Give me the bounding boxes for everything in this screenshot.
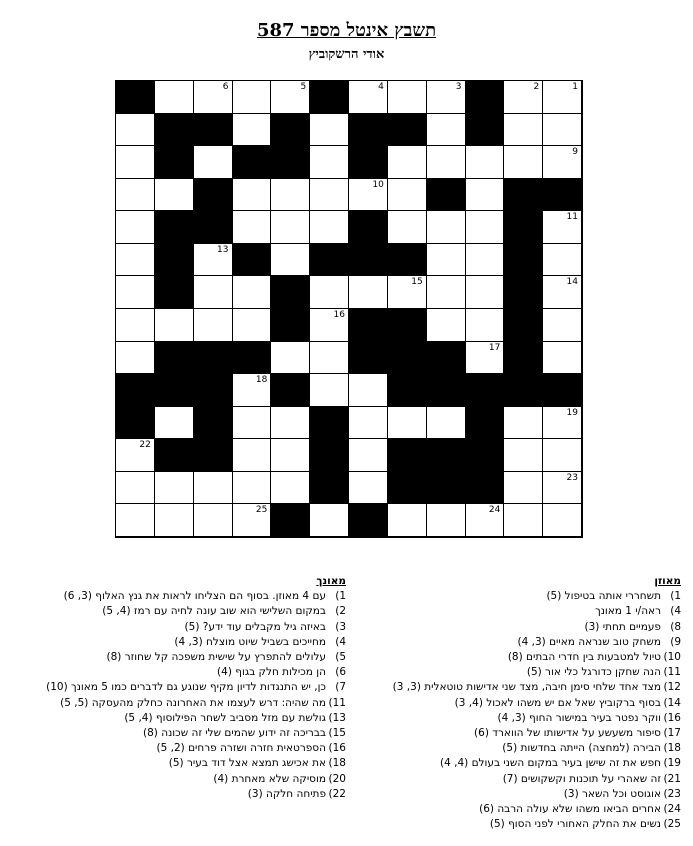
across-clue-list [351,589,681,832]
grid-cell[interactable] [310,146,349,179]
clue-text: הן מכילות חלק בגוף (4) [217,666,326,679]
grid-cell[interactable] [116,439,155,472]
down-clue [6,680,346,695]
clue-number: 11) [663,666,681,679]
across-clue [351,741,681,756]
clue-number: 6) [335,666,346,679]
grid-cell[interactable] [155,407,194,440]
clue-text: ווקר נפטר בעיר במישור החוף (3, 4) [497,711,661,724]
clue-text: משחק טוב שנראה מאיים (3, 4) [517,635,661,648]
grid-cell[interactable] [233,81,272,114]
clue-number: 18) [663,742,681,755]
across-clue [351,604,681,619]
cell-number: 25 [255,505,268,516]
cell-number: 16 [333,310,345,320]
grid-cell-black [194,374,233,407]
clue-number: 19) [663,757,681,770]
cell-number: 19 [566,407,578,418]
clue-text: חפש את זה שישן בעיר במקום השני בעולם (4, 4) [439,757,661,770]
grid-cell[interactable] [543,342,582,375]
grid-cell[interactable] [155,81,194,114]
puzzle-author: אודי הרשקוביץ [308,47,385,62]
grid-cell[interactable] [271,439,310,472]
clue-text: בסוף ברקוביץ שאל אם יש משהו לאכול (4, 3) [454,696,661,709]
grid-cell[interactable] [543,276,582,309]
clue-text: תשחררי אותה בטיפול (5) [546,590,661,603]
grid-cell[interactable] [349,472,388,505]
down-clue [6,665,346,680]
clue-text: במקום השלישי הוא שוב עונה לחיה עם רמז (4, 5) [102,605,326,618]
grid-cell[interactable] [233,114,272,147]
grid-cell[interactable] [194,504,233,537]
grid-cell[interactable] [155,309,194,342]
grid-cell[interactable] [543,504,582,537]
grid-cell-black [504,244,543,277]
grid-cell[interactable] [116,114,155,147]
grid-cell[interactable] [310,342,349,375]
grid-cell-black [194,439,233,472]
down-clue [6,589,346,604]
down-clue [6,711,346,726]
across-clue [351,680,681,695]
grid-cell-black [504,342,543,375]
crossword-grid [115,80,583,538]
clue-number: 25) [663,818,681,831]
grid-cell-black [427,374,466,407]
grid-cell[interactable] [504,439,543,472]
grid-cell[interactable] [543,472,582,505]
grid-cell[interactable] [310,179,349,212]
down-clue [6,635,346,650]
grid-cell-black [271,374,310,407]
clue-text: מה שהיה: דרש לעצמו את האחרונה כחלק מהעסקה (5, 5) [60,696,326,709]
grid-cell-black [349,244,388,277]
grid-cell-black [155,211,194,244]
grid-cell[interactable] [388,276,427,309]
clue-text: הספרטאית חזרה ושזרה פרחים (2, 5) [156,742,326,755]
grid-cell[interactable] [427,211,466,244]
grid-cell-black [388,439,427,472]
grid-cell[interactable] [466,342,505,375]
cell-number: 2 [533,82,540,92]
grid-cell-black [427,439,466,472]
grid-cell[interactable] [543,309,582,342]
clue-number: 12) [663,681,681,694]
clue-text: עם 4 מאוזן. בסוף הם הצליחו לראות את גנץ האלוף (3, 6) [63,590,326,603]
grid-cell[interactable] [194,276,233,309]
down-clue [6,696,346,711]
down-clue [6,772,346,787]
grid-cell-black [271,114,310,147]
grid-cell-black [233,244,272,277]
grid-cell-black [271,309,310,342]
across-clue [351,589,681,604]
clue-number: 24) [663,803,681,816]
clue-text: נשים את החלק האחורי לפני הסוף (5) [489,818,661,831]
grid-cell[interactable] [233,211,272,244]
cell-number: 5 [300,82,307,92]
clue-text: סיפור משעשע על אדישותו של הווארד (6) [474,727,661,740]
clue-text: באיזה גיל מקבלים עוד ידע? (5) [184,620,326,633]
grid-cell[interactable] [427,114,466,147]
grid-cell[interactable] [466,309,505,342]
grid-cell-black [543,374,582,407]
down-clue-list [6,589,346,802]
grid-cell[interactable] [466,276,505,309]
grid-cell[interactable] [349,81,388,114]
grid-cell-black [349,342,388,375]
grid-cell[interactable] [271,342,310,375]
grid-cell-black [349,114,388,147]
grid-cell-black [310,407,349,440]
grid-cell[interactable] [504,114,543,147]
grid-cell[interactable] [310,276,349,309]
clue-text: את אכישג תמצא אצל דוד בעיר (5) [168,757,326,770]
across-clues [351,574,681,832]
grid-cell-black [310,472,349,505]
grid-cell[interactable] [504,81,543,114]
down-clue [6,620,346,635]
clue-text: זה שאהרי על תוכנות וקשקושים (7) [502,772,661,785]
clue-number: 16) [663,711,681,724]
clue-number: 3) [335,620,346,633]
grid-cell[interactable] [233,309,272,342]
grid-cell[interactable] [233,472,272,505]
grid-cell[interactable] [466,146,505,179]
grid-cell[interactable] [388,407,427,440]
cell-number: 11 [566,212,578,223]
clue-number: 10) [663,651,681,664]
grid-cell[interactable] [388,146,427,179]
grid-cell-black [504,211,543,244]
grid-cell-black [310,244,349,277]
grid-cell[interactable] [504,472,543,505]
clue-number: 2) [335,605,346,618]
clue-number: 18) [328,757,346,770]
grid-cell-black [233,342,272,375]
across-clue [351,711,681,726]
grid-cell-black [466,472,505,505]
grid-cell[interactable] [388,504,427,537]
grid-cell[interactable] [116,309,155,342]
down-clue [6,741,346,756]
grid-cell[interactable] [155,179,194,212]
grid-cell-black [504,309,543,342]
grid-cell-black [310,439,349,472]
clue-text: הנה שחקן כדורגל כלי אור (5) [526,666,661,679]
grid-cell-black [271,504,310,537]
grid-cell[interactable] [271,244,310,277]
grid-cell[interactable] [233,179,272,212]
grid-cell[interactable] [466,244,505,277]
grid-cell[interactable] [388,179,427,212]
grid-cell-black [504,179,543,212]
grid-cell[interactable] [504,146,543,179]
clue-text: מחייכים בשביל שיוט מוצלח (3, 4) [174,635,326,648]
grid-cell[interactable] [543,439,582,472]
grid-cell[interactable] [116,276,155,309]
grid-cell[interactable] [271,81,310,114]
cell-number: 7 [145,82,151,92]
grid-cell[interactable] [310,374,349,407]
cell-number: 22 [139,440,151,451]
across-clue [351,787,681,802]
grid-cell[interactable] [116,146,155,179]
grid-cell[interactable] [466,504,505,537]
grid-cell[interactable] [543,146,582,179]
clue-number: 23) [663,787,681,800]
grid-cell-black [116,407,155,440]
across-clue [351,726,681,741]
grid-cell-black [466,114,505,147]
grid-cell[interactable] [194,309,233,342]
clue-number: 1) [335,590,346,603]
grid-cell[interactable] [504,504,543,537]
cell-number: 15 [411,277,423,288]
grid-cell-black [155,146,194,179]
clue-number: 11) [328,696,346,709]
grid-cell-black [155,342,194,375]
grid-cell[interactable] [271,179,310,212]
grid-cell-black [388,342,427,375]
grid-cell-black [194,211,233,244]
grid-cell[interactable] [194,472,233,505]
across-clue [351,620,681,635]
grid-cell[interactable] [543,211,582,244]
grid-cell-black [155,276,194,309]
down-clue [6,756,346,771]
across-clue [351,802,681,817]
puzzle-title: תשבץ אינטל מספר 587 [256,20,437,41]
cell-number: 1 [572,82,578,92]
grid-cell-black [116,81,155,114]
down-clue [6,650,346,665]
cell-number: 24 [488,505,501,516]
clue-text: גולשת עם מזל מסביב לשחר הפילוסוף (4, 5) [124,711,326,724]
cell-number: 21 [333,440,345,451]
grid-cell-black [271,276,310,309]
clue-text: כן, יש התנגדות לדיון מקיף שנוגע גם לדברים כמו 5 מאונך (10) [46,681,326,694]
grid-cell-black [388,114,427,147]
clue-number: 7) [335,681,346,694]
grid-cell-black [349,309,388,342]
across-clue [351,756,681,771]
grid-cell-black [543,179,582,212]
grid-cell-black [194,114,233,147]
cell-number: 20 [488,407,501,418]
cell-number: 13 [217,244,229,255]
grid-cell-black [388,472,427,505]
clue-number: 21) [663,772,681,785]
grid-cell[interactable] [349,439,388,472]
across-heading: מאוזן [654,575,681,587]
grid-cell-black [427,179,466,212]
grid-cell[interactable] [349,276,388,309]
grid-cell-black [155,374,194,407]
clue-number: 5) [335,651,346,664]
grid-cell-black [233,146,272,179]
grid-cell[interactable] [466,179,505,212]
grid-cell-black [116,374,155,407]
grid-cell-black [504,276,543,309]
cell-number: 14 [566,277,578,288]
grid-cell[interactable] [271,472,310,505]
cell-number: 23 [566,472,578,483]
grid-cell[interactable] [310,211,349,244]
grid-cell-black [349,504,388,537]
grid-cell-black [349,211,388,244]
grid-cell[interactable] [233,276,272,309]
grid-cell-black [271,146,310,179]
down-clues [6,574,346,802]
grid-cell[interactable] [116,179,155,212]
down-clue [6,604,346,619]
down-heading: מאונך [316,575,346,587]
grid-cell[interactable] [427,309,466,342]
grid-cell[interactable] [310,504,349,537]
grid-cell[interactable] [310,309,349,342]
grid-cell[interactable] [233,504,272,537]
down-clue [6,787,346,802]
grid-cell[interactable] [427,244,466,277]
clue-text: מוסיקה שלא מאחרת (4) [213,772,326,785]
grid-cell-black [466,81,505,114]
grid-cell[interactable] [349,374,388,407]
grid-cell[interactable] [116,342,155,375]
grid-cell[interactable] [543,407,582,440]
clue-number: 15) [328,727,346,740]
grid-cell-black [388,374,427,407]
across-clue [351,650,681,665]
grid-cell[interactable] [388,211,427,244]
grid-cell[interactable] [310,114,349,147]
grid-cell-black [194,179,233,212]
grid-cell[interactable] [466,211,505,244]
clue-text: פתיחה חלקה (3) [247,787,326,800]
grid-cell-black [427,342,466,375]
across-clue [351,665,681,680]
clue-text: אחרים הביאו משהו שלא עולה הרבה (6) [479,803,661,816]
cell-number: 9 [572,147,578,158]
grid-cell-black [466,439,505,472]
grid-cell[interactable] [233,374,272,407]
grid-cell[interactable] [543,81,582,114]
cell-number: 3 [455,82,462,92]
grid-cell[interactable] [194,146,233,179]
grid-cell-black [155,244,194,277]
clue-number: 14) [663,696,681,709]
clue-number: 16) [328,742,346,755]
grid-cell-black [194,407,233,440]
grid-cell[interactable] [233,407,272,440]
grid-cell[interactable] [116,211,155,244]
grid-cell-black [427,472,466,505]
grid-cell[interactable] [233,439,272,472]
grid-cell[interactable] [504,407,543,440]
grid-cell[interactable] [388,81,427,114]
grid-cell-black [388,309,427,342]
cell-number: 12 [372,244,384,255]
cell-number: 4 [378,82,384,92]
across-clue [351,696,681,711]
clue-text: מצד אחד שלחי סימן חיבה, מצד שני אדישות טוטאלית (3, 3) [392,681,661,694]
clue-text: בבריכה זה ידוע שהמים שלי זה שכונה (8) [142,727,326,740]
clue-number: 4) [670,605,681,618]
clue-number: 9) [670,635,681,648]
grid-cell-black [388,244,427,277]
grid-cell[interactable] [116,504,155,537]
clue-text: טיול למטבעות בין חדרי הבתים (8) [507,651,661,664]
clue-number: 17) [663,727,681,740]
across-clue [351,817,681,832]
cell-number: 10 [372,179,384,190]
grid-cell[interactable] [349,407,388,440]
grid-cell[interactable] [155,472,194,505]
clue-number: 20) [328,772,346,785]
grid-cell[interactable] [543,244,582,277]
grid-cell-black [349,146,388,179]
grid-cell[interactable] [155,504,194,537]
grid-cell[interactable] [194,81,233,114]
grid-cell[interactable] [116,244,155,277]
cell-number: 17 [488,342,501,353]
clue-number: 8) [670,620,681,633]
grid-cell[interactable] [194,244,233,277]
grid-cell[interactable] [427,146,466,179]
grid-cell-black [155,114,194,147]
grid-cell-black [466,407,505,440]
grid-cell-black [466,374,505,407]
grid-cell[interactable] [427,504,466,537]
clue-text: ראה/י 1 מאונך [595,605,661,618]
grid-cell-black [194,342,233,375]
clue-text: אוגוסט וכל השאר (3) [563,787,661,800]
cell-number: 6 [222,82,229,92]
cell-number: 8 [222,114,229,125]
clue-text: עלולים להתפרץ על שישית משפכה קל שחוזר (8) [106,651,326,664]
down-clue [6,726,346,741]
grid-cell[interactable] [116,472,155,505]
grid-cell[interactable] [271,407,310,440]
clue-number: 4) [335,635,346,648]
clue-number: 1) [670,590,681,603]
across-clue [351,772,681,787]
cell-number: 18 [255,375,268,386]
grid-cell[interactable] [427,407,466,440]
grid-cell[interactable] [271,211,310,244]
grid-cell[interactable] [427,81,466,114]
across-clue [351,635,681,650]
grid-cell[interactable] [427,276,466,309]
clue-number: 22) [328,787,346,800]
grid-cell-black [310,81,349,114]
clue-number: 13) [328,711,346,724]
grid-cell-black [155,439,194,472]
clue-text: פעמיים תחתי (3) [584,620,661,633]
grid-cell-black [504,374,543,407]
clue-text: הבירה (למחצה) הייתה בחדשות (5) [502,742,661,755]
grid-cell[interactable] [349,179,388,212]
grid-cell[interactable] [543,114,582,147]
